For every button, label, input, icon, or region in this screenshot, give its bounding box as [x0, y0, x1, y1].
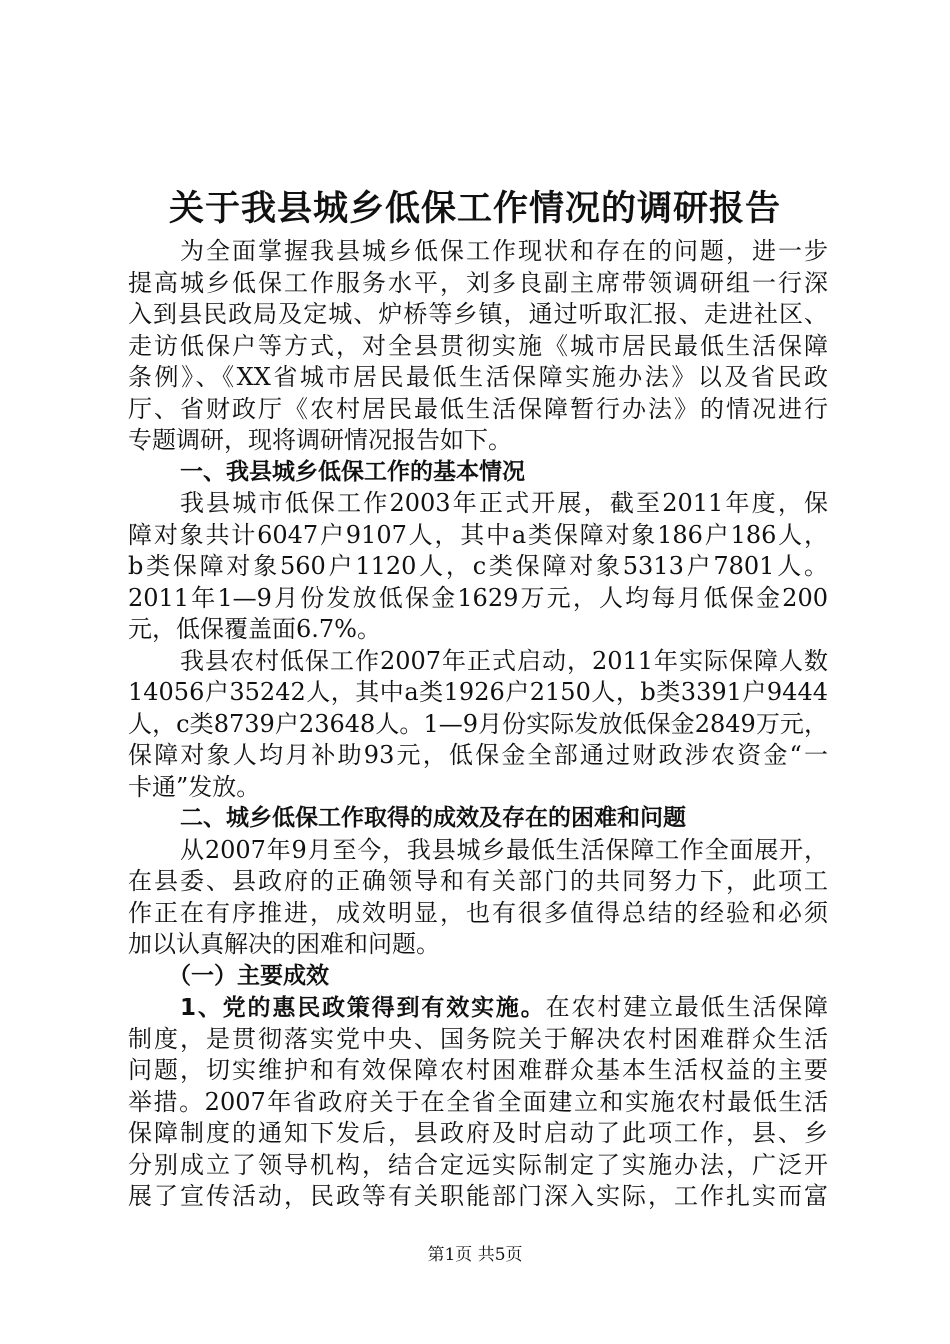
- body-line: 展了宣传活动，民政等有关职能部门深入实际，工作扎实而富: [128, 1182, 828, 1210]
- body-line: 条例》、《XX省城市居民最低生活保障实施办法》以及省民政: [128, 363, 828, 391]
- paragraph-text: 在农村建立最低生活保障: [545, 993, 828, 1021]
- paragraph-first-line: 从2007年9月至今，我县城乡最低生活保障工作全面展开，: [180, 835, 828, 864]
- paragraph-last-line: 卡通”发放。: [128, 772, 261, 801]
- body-line: 分别成立了领导机构，结合定远实际制定了实施办法，广泛开: [128, 1150, 828, 1179]
- body-line: 保障制度的通知下发后，县政府及时启动了此项工作，县、乡: [128, 1119, 828, 1147]
- body-line: 在县委、县政府的正确领导和有关部门的共同努力下，此项工: [128, 867, 828, 895]
- body-line: 走访低保户等方式，对全县贯彻实施《城市居民最低生活保障: [128, 331, 828, 360]
- paragraph-first-line: [128, 992, 828, 1024]
- body-line: 2011年1—9月份发放低保金1629万元，人均每月低保金200: [128, 583, 828, 612]
- subsection-heading: （一）主要成效: [168, 962, 329, 989]
- paragraph-first-line: 我县城市低保工作2003年正式开展，截至2011年度，保: [180, 489, 828, 517]
- paragraph-last-line: 专题调研，现将调研情况报告如下。: [128, 426, 512, 454]
- paragraph-last-line: 加以认真解决的困难和问题。: [128, 930, 440, 958]
- document-body: [128, 236, 828, 1213]
- body-line: b类保障对象560户1120人，c类保障对象5313户7801人。: [128, 552, 828, 580]
- body-line: 14056户35242人，其中a类1926户2150人，b类3391户9444: [128, 678, 828, 706]
- body-line: 厅、省财政厅《农村居民最低生活保障暂行办法》的情况进行: [128, 394, 828, 423]
- paragraph-first-line: 我县农村低保工作2007年正式启动，2011年实际保障人数: [180, 646, 828, 675]
- paragraph-first-line: 为全面掌握我县城乡低保工作现状和存在的问题，进一步: [180, 237, 828, 265]
- paragraph-lead-bold: 1、党的惠民政策得到有效实施。: [180, 995, 546, 1021]
- section-heading: 一、我县城乡低保工作的基本情况: [180, 458, 525, 485]
- body-line: 保障对象人均月补助93元，低保金全部通过财政涉农资金“一: [128, 741, 828, 769]
- body-line: 问题，切实维护和有效保障农村困难群众基本生活权益的主要: [128, 1056, 828, 1084]
- body-line: 入到县民政局及定城、炉桥等乡镇，通过听取汇报、走进社区、: [128, 300, 828, 328]
- body-line: 提高城乡低保工作服务水平，刘多良副主席带领调研组一行深: [128, 268, 828, 297]
- body-line: 人，c类8739户23648人。1—9月份实际发放低保金2849万元，: [128, 709, 828, 738]
- body-line: 举措。2007年省政府关于在全省全面建立和实施农村最低生活: [128, 1087, 828, 1116]
- body-line: 障对象共计6047户9107人，其中a类保障对象186户186人，: [128, 520, 828, 549]
- paragraph-last-line: 元，低保覆盖面6.7%。: [128, 615, 381, 643]
- body-line: 作正在有序推进，成效明显，也有很多值得总结的经验和必须: [128, 898, 828, 927]
- document-title: 关于我县城乡低保工作情况的调研报告: [168, 188, 781, 229]
- section-heading: 二、城乡低保工作取得的成效及存在的困难和问题: [180, 805, 686, 831]
- body-line: 制度，是贯彻落实党中央、国务院关于解决农村困难群众生活: [128, 1024, 828, 1053]
- page-footer: 第1页 共5页: [427, 1245, 523, 1265]
